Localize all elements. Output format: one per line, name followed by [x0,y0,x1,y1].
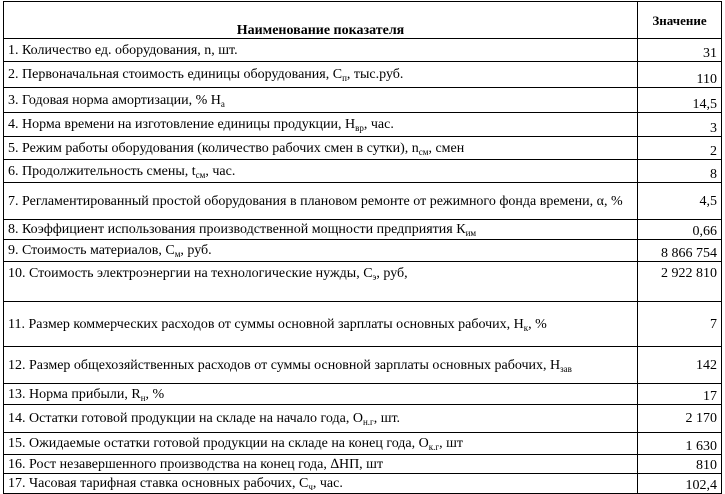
table-row [4,62,722,88]
table-row [4,183,722,220]
row-value: 2 [638,137,722,160]
row-value: 810 [638,455,722,474]
row-name: 4. Норма времени на изготовление единицы продукции, $Н_{вр}$, час. [4,113,638,137]
row-value: 31 [638,39,722,62]
table-row [4,405,722,433]
header-value: Значение [638,2,722,39]
row-name: 6. Продолжительность смены, $t_{см}$, час. [4,160,638,183]
row-name: 16. Рост незавершенного производства на конец года, ∆НП, шт [4,455,638,474]
row-value: 17 [638,384,722,405]
table-header-row [4,2,722,39]
row-name: 11. Размер коммерческих расходов от суммы основной зарплаты основных рабочих, $Н_к$, % [4,302,638,347]
table-row [4,113,722,137]
row-name: 7. Регламентированный простой оборудования в плановом ремонте от режимного фонда времени, α, % [4,183,638,220]
row-value: 8 866 754 [638,240,722,262]
table-row [4,220,722,240]
table-row [4,347,722,384]
indicators-table [3,1,722,494]
row-name: 17. Часовая тарифная ставка основных рабочих, $С_ч$, час. [4,474,638,494]
row-name: 2. Первоначальная стоимость единицы оборудования, $С_п$, тыс.руб. [4,62,638,88]
row-name: 5. Режим работы оборудования (количество рабочих смен в сутки), $n_{см}$, смен [4,137,638,160]
row-value: 14,5 [638,88,722,113]
table-row [4,262,722,302]
row-value: 142 [638,347,722,384]
row-name: 12. Размер общехозяйственных расходов от суммы основной зарплаты основных рабочих, $Н_{зав}$ [4,347,638,384]
table-row [4,160,722,183]
row-value: 7 [638,302,722,347]
row-value: 8 [638,160,722,183]
row-name: 1. Количество ед. оборудования, n, шт. [4,39,638,62]
table-row [4,384,722,405]
row-name: 9. Стоимость материалов, $С_м$, руб. [4,240,638,262]
row-name: 3. Годовая норма амортизации, % $Н_а$ [4,88,638,113]
table-row [4,433,722,455]
table-row [4,240,722,262]
table-row [4,88,722,113]
row-value: 0,66 [638,220,722,240]
row-value: 2 922 810 [638,262,722,302]
row-value: 110 [638,62,722,88]
table-row [4,474,722,494]
row-name: 10. Стоимость электроэнергии на технологические нужды, $С_э$, руб, [4,262,638,302]
row-value: 2 170 [638,405,722,433]
row-name: 13. Норма прибыли, $R_н$, % [4,384,638,405]
row-name: 15. Ожидаемые остатки готовой продукции на складе на конец года, $О_{к.г}$, шт [4,433,638,455]
row-value: 4,5 [638,183,722,220]
table-row [4,302,722,347]
row-name: 14. Остатки готовой продукции на складе на начало года, $О_{н.г}$, шт. [4,405,638,433]
row-name: 8. Коэффициент использования производственной мощности предприятия $К_{им}$ [4,220,638,240]
row-value: 3 [638,113,722,137]
table-row [4,39,722,62]
row-value: 102,4 [638,474,722,494]
header-indicator-name: Наименование показателя [4,2,638,39]
row-value: 1 630 [638,433,722,455]
table-row [4,455,722,474]
table-row [4,137,722,160]
